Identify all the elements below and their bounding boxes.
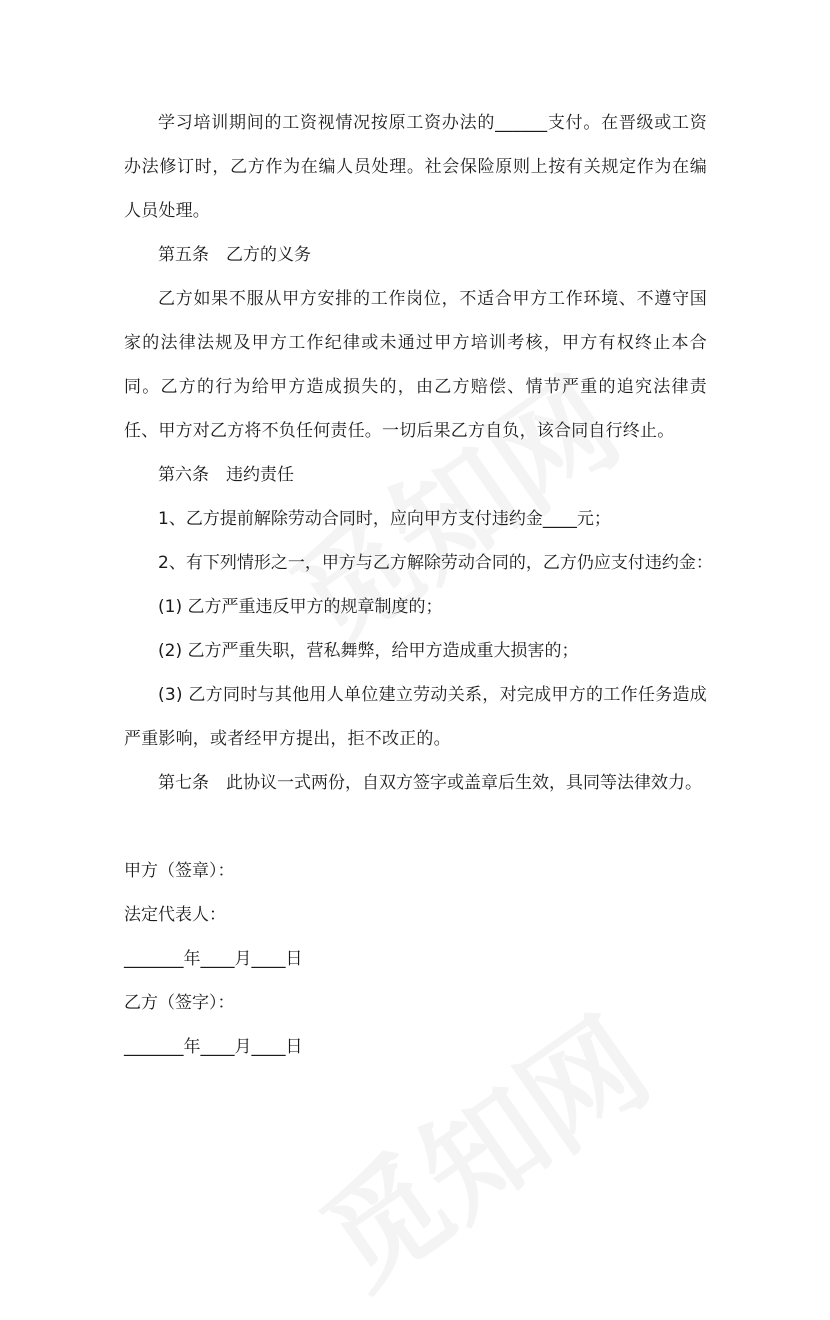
paragraph-salary: 学习培训期间的工资视情况按原工资办法的______支付。在晋级或工资办法修订时，乙方作为在编人员处理。社会保险原则上按有关规定作为在编人员处理。 (124, 113, 707, 221)
party-a-signature-label: 甲方（签章）： (124, 861, 235, 881)
article6-heading: 第六条 违约责任 (158, 465, 294, 485)
article6-item1: 1、乙方提前解除劳动合同时，应向甲方支付违约金____元； (158, 509, 611, 529)
party-b-date-line: _______年____月____日 (124, 1037, 303, 1057)
article6-sub1: (1) 乙方严重违反甲方的规章制度的； (158, 597, 443, 617)
party-a-date-line: _______年____月____日 (124, 949, 303, 969)
article6-sub3: (3) 乙方同时与其他用人单位建立劳动关系，对完成甲方的工作任务造成严重影响，或者经甲方提出，拒不改正的。 (124, 685, 707, 749)
article5-body: 乙方如果不服从甲方安排的工作岗位，不适合甲方工作环境、不遵守国家的法律法规及甲方工作纪律或未通过甲方培训考核，甲方有权终止本合同。乙方的行为给甲方造成损失的，由乙方赔偿、情节严重的追究法律责任、甲方对乙方将不负任何责任。一切后果乙方自负，该合同自行终止。 (124, 289, 707, 441)
party-b-signature-label: 乙方（签字）： (124, 993, 235, 1013)
article7: 第七条 此协议一式两份，自双方签字或盖章后生效，具同等法律效力。 (158, 773, 702, 793)
legal-representative-label: 法定代表人： (124, 905, 226, 925)
article6-item2: 2、有下列情形之一，甲方与乙方解除劳动合同的，乙方仍应支付违约金： (158, 553, 713, 573)
article5-heading: 第五条 乙方的义务 (158, 245, 311, 265)
article6-sub2: (2) 乙方严重失职，营私舞弊，给甲方造成重大损害的； (158, 641, 579, 661)
